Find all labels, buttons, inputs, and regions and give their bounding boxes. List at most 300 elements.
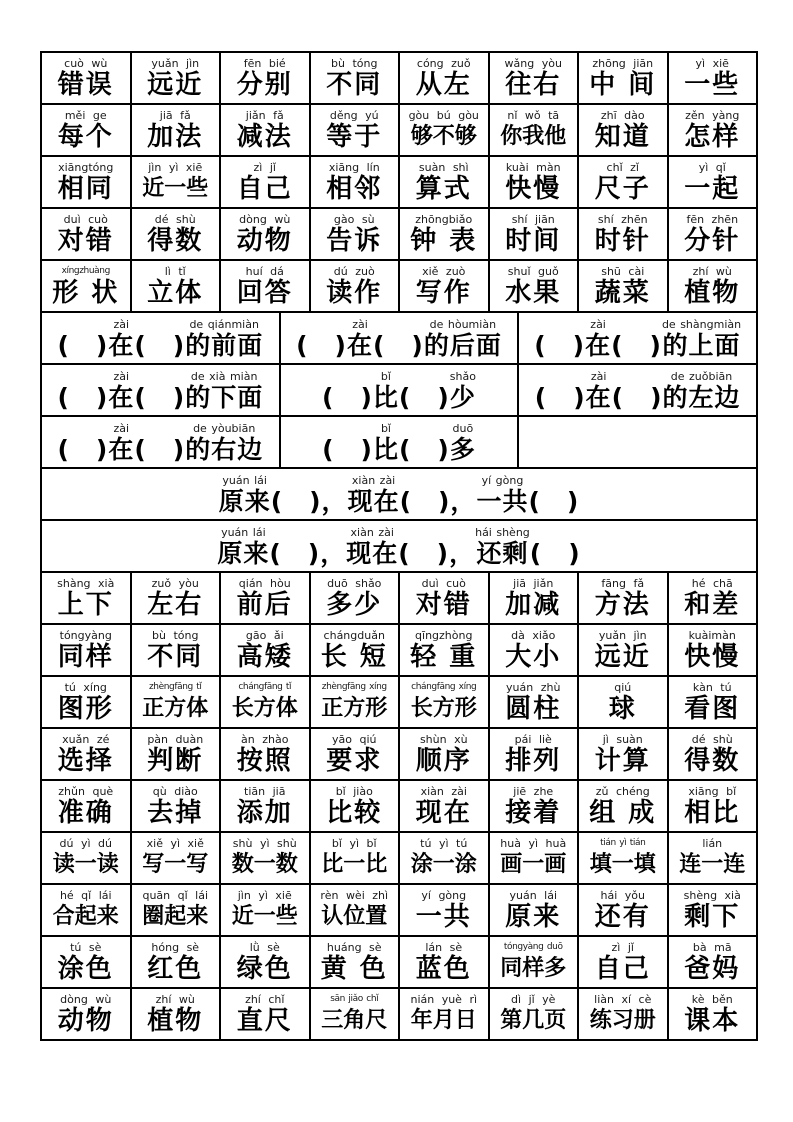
- pinyin-label: dòng wù: [60, 992, 112, 1006]
- word-card: [42, 729, 132, 781]
- hanzi-text: 得数: [147, 225, 204, 256]
- word-card: [132, 157, 222, 209]
- pinyin-label: de yòubiān: [193, 422, 256, 435]
- word-card: [669, 989, 759, 1041]
- pinyin-label: qīngzhòng: [415, 628, 473, 642]
- pinyin-label: zhí wù: [692, 264, 732, 278]
- pinyin-label: chángfāng tǐ: [238, 681, 292, 692]
- pinyin-label: quān qǐ lái: [142, 888, 209, 902]
- pinyin-label: yí gòng: [421, 888, 467, 902]
- pinyin-label: zuǒ yòu: [151, 576, 199, 590]
- phrase-segment: [450, 422, 476, 464]
- word-card: [669, 833, 759, 885]
- hanzi-text: 不同: [326, 69, 383, 100]
- hanzi-text: 轻 重: [410, 641, 478, 672]
- hanzi-text: 课本: [684, 1005, 741, 1036]
- pinyin-label: pái liè: [514, 732, 552, 746]
- hanzi-text: 一些: [684, 69, 741, 100]
- word-card: [221, 53, 311, 105]
- table-row: [42, 105, 758, 157]
- word-card: [579, 573, 669, 625]
- hanzi-text: 球: [608, 693, 637, 724]
- word-card: [42, 53, 132, 105]
- pinyin-label: dé shù: [154, 212, 196, 226]
- word-card: [132, 261, 222, 313]
- hanzi-text: 对错: [57, 225, 114, 256]
- pinyin-label: zhōng jiān: [592, 56, 654, 70]
- phrase-segment: [134, 370, 185, 412]
- table-row: [42, 729, 758, 781]
- phrase-segment: [612, 370, 663, 412]
- hanzi-text: 错误: [57, 69, 114, 100]
- word-card: [669, 937, 759, 989]
- word-card: [669, 261, 759, 313]
- phrase-segment: [373, 318, 424, 360]
- pinyin-label: yì qǐ: [698, 160, 726, 174]
- phrase-segment: [185, 422, 263, 464]
- hanzi-text: 计算: [594, 745, 651, 776]
- pinyin-label: àn zhào: [241, 732, 289, 746]
- word-card: [311, 157, 401, 209]
- pinyin-label: sān jiǎo chǐ: [330, 993, 379, 1004]
- phrase-segment: [57, 422, 108, 464]
- word-card: [490, 261, 580, 313]
- pinyin-label: bǐ yì bǐ: [331, 836, 377, 850]
- word-card: [221, 105, 311, 157]
- hanzi-text: 准确: [57, 797, 114, 828]
- hanzi-text: 在: [585, 383, 612, 412]
- hanzi-text: 在: [108, 435, 135, 464]
- word-card: [42, 209, 132, 261]
- hanzi-text: 时间: [505, 225, 562, 256]
- hanzi-text: 比较: [326, 797, 383, 828]
- word-card: [400, 833, 490, 885]
- word-card: [42, 885, 132, 937]
- hanzi-text: 比一比: [321, 851, 388, 877]
- hanzi-text: 直尺: [236, 1005, 293, 1036]
- pinyin-label: tú yì tú: [420, 836, 468, 850]
- hanzi-text: ( ): [398, 435, 450, 464]
- word-card: [579, 989, 669, 1041]
- pinyin-label: zhèngfāng xíng: [321, 681, 387, 692]
- hanzi-text: 回答: [236, 277, 293, 308]
- hanzi-text: 不同: [147, 641, 204, 672]
- hanzi-text: 黄 色: [320, 953, 388, 984]
- pinyin-label: shí zhēn: [597, 212, 648, 226]
- word-card: [490, 885, 580, 937]
- pinyin-label: xiě zuò: [422, 264, 466, 278]
- hanzi-text: 合起来: [52, 903, 119, 929]
- pinyin-label: lián: [702, 836, 723, 850]
- pinyin-label: bù tóng: [331, 56, 378, 70]
- phrase-segment: [346, 526, 398, 568]
- word-card: [490, 729, 580, 781]
- table-row: [42, 157, 758, 209]
- table-row: [42, 833, 758, 885]
- pinyin-label: fēn zhēn: [686, 212, 739, 226]
- word-card: [669, 625, 759, 677]
- table-row: [42, 885, 758, 937]
- hanzi-text: 图形: [57, 693, 114, 724]
- word-card: [579, 53, 669, 105]
- hanzi-text: 圆柱: [505, 693, 562, 724]
- pinyin-label: tú xíng: [64, 680, 107, 694]
- pinyin-label: bǐ: [380, 370, 391, 383]
- pinyin-label: shù yì shù: [232, 836, 297, 850]
- word-card: [132, 209, 222, 261]
- word-card: [221, 209, 311, 261]
- phrase-card: [42, 365, 281, 417]
- word-card: [42, 261, 132, 313]
- word-card: [311, 781, 401, 833]
- word-card: [221, 885, 311, 937]
- hanzi-text: 排列: [505, 745, 562, 776]
- hanzi-text: 上下: [57, 589, 114, 620]
- hanzi-text: ( ): [611, 383, 663, 412]
- pinyin-label: zài: [590, 318, 606, 331]
- word-card: [311, 209, 401, 261]
- pinyin-label: jìn yì xiē: [237, 888, 292, 902]
- hanzi-text: 比: [372, 435, 399, 464]
- pinyin-label: tiān jiā: [244, 784, 286, 798]
- pinyin-label: dà xiǎo: [511, 628, 556, 642]
- phrase-segment: [373, 370, 399, 412]
- pinyin-label: duō: [452, 422, 474, 435]
- pinyin-label: gòu bú gòu: [408, 108, 479, 122]
- pinyin-label: jìn yì xiē: [148, 160, 203, 174]
- pinyin-label: xiàn zài: [351, 474, 396, 487]
- table-row: [42, 677, 758, 729]
- hanzi-text: 动物: [236, 225, 293, 256]
- hanzi-text: 添加: [236, 797, 293, 828]
- pinyin-label: gào sù: [333, 212, 375, 226]
- hanzi-text: 画一画: [500, 851, 567, 877]
- pinyin-label: jiā fǎ: [159, 108, 191, 122]
- hanzi-text: 远近: [147, 69, 204, 100]
- hanzi-text: 第几页: [500, 1007, 567, 1033]
- phrase-segment: [322, 370, 373, 412]
- hanzi-text: 相同: [57, 173, 114, 204]
- pinyin-label: chángfāng xíng: [411, 681, 477, 692]
- hanzi-text: 剩下: [684, 901, 741, 932]
- phrase-card: [281, 417, 520, 469]
- phrase-segment: [528, 474, 579, 516]
- hanzi-text: 分针: [684, 225, 741, 256]
- phrase-segment: [534, 318, 585, 360]
- hanzi-text: 够不够: [410, 123, 477, 149]
- hanzi-text: 减法: [236, 121, 293, 152]
- word-card: [579, 105, 669, 157]
- hanzi-text: 知道: [594, 121, 651, 152]
- phrase-segment: [57, 370, 108, 412]
- word-card: [132, 677, 222, 729]
- hanzi-text: ( ): [134, 435, 186, 464]
- word-card: [132, 729, 222, 781]
- word-card: [579, 833, 669, 885]
- word-card: [400, 937, 490, 989]
- pinyin-label: xiāng lín: [328, 160, 380, 174]
- table-row: [42, 365, 758, 417]
- pinyin-label: xiāng bǐ: [688, 784, 737, 798]
- pinyin-label: cóng zuǒ: [416, 56, 471, 70]
- hanzi-text: 的上面: [662, 331, 741, 360]
- word-card: [400, 625, 490, 677]
- word-card: [42, 833, 132, 885]
- word-card: [221, 625, 311, 677]
- word-card: [311, 677, 401, 729]
- phrase-segment: [530, 526, 581, 568]
- pinyin-label: shàng xià: [57, 576, 115, 590]
- hanzi-text: ( )，: [398, 539, 476, 568]
- word-card: [579, 625, 669, 677]
- phrase-segment: [108, 370, 134, 412]
- phrase-segment: [108, 318, 134, 360]
- hanzi-text: 近一些: [142, 175, 209, 201]
- hanzi-text: ( )，: [399, 487, 477, 516]
- hanzi-text: ( ): [57, 331, 109, 360]
- hanzi-text: 在: [108, 331, 135, 360]
- pinyin-label: měi ge: [64, 108, 107, 122]
- hanzi-text: 自己: [236, 173, 293, 204]
- hanzi-text: 填一填: [589, 851, 656, 877]
- word-card: [221, 989, 311, 1041]
- hanzi-text: 现在: [346, 539, 399, 568]
- pinyin-label: kuàimàn: [688, 628, 736, 642]
- pinyin-label: yuǎn jìn: [598, 628, 647, 642]
- hanzi-text: ( )，: [270, 487, 348, 516]
- pinyin-label: zài: [113, 318, 130, 331]
- pinyin-label: wǎng yòu: [504, 56, 562, 70]
- hanzi-text: 植物: [147, 1005, 204, 1036]
- pinyin-label: yuǎn jìn: [151, 56, 200, 70]
- word-card: [669, 53, 759, 105]
- hanzi-text: 水果: [505, 277, 562, 308]
- hanzi-text: 红色: [147, 953, 204, 984]
- pinyin-label: xiě yì xiě: [146, 836, 204, 850]
- hanzi-text: 怎样: [684, 121, 741, 152]
- pinyin-label: děng yú: [329, 108, 379, 122]
- pinyin-label: lì tǐ: [164, 264, 186, 278]
- hanzi-text: 自己: [594, 953, 651, 984]
- pinyin-label: rèn wèi zhì: [320, 888, 389, 902]
- pinyin-label: tú sè: [70, 940, 102, 954]
- phrase-segment: [535, 370, 586, 412]
- hanzi-text: 原来: [217, 539, 270, 568]
- hanzi-text: ( ): [398, 383, 450, 412]
- hanzi-text: 写作: [415, 277, 472, 308]
- phrase-card: [519, 365, 758, 417]
- pinyin-label: xiàn zài: [420, 784, 467, 798]
- pinyin-label: yì xiē: [695, 56, 729, 70]
- pinyin-label: shǎo: [449, 370, 476, 383]
- hanzi-text: 的左边: [662, 383, 741, 412]
- pinyin-label: hái yǒu: [600, 888, 645, 902]
- pinyin-label: hái shèng: [475, 526, 530, 539]
- word-card: [132, 105, 222, 157]
- table-row: [42, 625, 758, 677]
- hanzi-text: 的前面: [185, 331, 264, 360]
- word-card: [669, 729, 759, 781]
- hanzi-text: 长 短: [320, 641, 388, 672]
- pinyin-label: nián yuè rì: [410, 992, 478, 1006]
- table-row: [42, 469, 758, 521]
- word-card: [400, 209, 490, 261]
- pinyin-label: pàn duàn: [147, 732, 204, 746]
- hanzi-text: 要求: [326, 745, 383, 776]
- pinyin-label: de hòumiàn: [429, 318, 497, 331]
- word-card: [132, 833, 222, 885]
- pinyin-label: suàn shì: [418, 160, 469, 174]
- pinyin-label: dì jǐ yè: [511, 992, 556, 1006]
- hanzi-text: ( ): [322, 435, 373, 464]
- hanzi-text: 中 间: [589, 69, 657, 100]
- phrase-segment: [185, 318, 263, 360]
- word-card: [669, 209, 759, 261]
- word-card: [490, 781, 580, 833]
- word-card: [311, 105, 401, 157]
- pinyin-label: shùn xù: [419, 732, 468, 746]
- hanzi-text: 顺序: [415, 745, 472, 776]
- hanzi-text: 从左: [415, 69, 472, 100]
- pinyin-label: zì jǐ: [253, 160, 276, 174]
- pinyin-label: tián yì tián: [600, 837, 646, 848]
- hanzi-text: 时针: [594, 225, 651, 256]
- pinyin-label: qù diào: [152, 784, 198, 798]
- pinyin-label: zì jǐ: [611, 940, 634, 954]
- hanzi-text: 加减: [505, 589, 562, 620]
- pinyin-label: tóngyàng duō: [503, 941, 563, 952]
- hanzi-text: 还有: [594, 901, 651, 932]
- phrase-segment: [450, 370, 476, 412]
- hanzi-text: 多少: [326, 589, 383, 620]
- word-card: [221, 677, 311, 729]
- pinyin-label: bù tóng: [152, 628, 199, 642]
- word-card: [490, 53, 580, 105]
- hanzi-text: 的下面: [185, 383, 264, 412]
- hanzi-text: ( ): [534, 331, 586, 360]
- phrase-segment: [373, 422, 399, 464]
- pinyin-label: zhǔn què: [58, 784, 114, 798]
- pinyin-label: xuǎn zé: [62, 732, 110, 746]
- pinyin-label: yuán lái: [221, 526, 266, 539]
- pinyin-label: huí dá: [245, 264, 284, 278]
- word-card: [221, 261, 311, 313]
- hanzi-text: 少: [449, 383, 476, 412]
- word-card: [311, 989, 401, 1041]
- hanzi-text: 一起: [684, 173, 741, 204]
- word-card: [579, 677, 669, 729]
- hanzi-text: 得数: [684, 745, 741, 776]
- pinyin-label: zài: [113, 370, 130, 383]
- word-card: [579, 209, 669, 261]
- pinyin-label: jiǎn fǎ: [245, 108, 284, 122]
- hanzi-text: 连一连: [679, 851, 746, 877]
- word-card: [132, 885, 222, 937]
- phrase-segment: [219, 474, 271, 516]
- hanzi-text: 蓝色: [415, 953, 472, 984]
- hanzi-text: 涂一涂: [410, 851, 477, 877]
- phrase-segment: [108, 422, 134, 464]
- hanzi-text: 写一写: [142, 851, 209, 877]
- phrase-segment: [322, 422, 373, 464]
- word-card: [311, 53, 401, 105]
- hanzi-text: 绿色: [236, 953, 293, 984]
- hanzi-text: 左右: [147, 589, 204, 620]
- hanzi-text: 选择: [57, 745, 114, 776]
- hanzi-text: ( ): [296, 331, 347, 360]
- word-card: [311, 729, 401, 781]
- phrase-segment: [269, 526, 346, 568]
- pinyin-label: xíngzhuàng: [61, 265, 110, 276]
- pinyin-label: zěn yàng: [685, 108, 740, 122]
- hanzi-text: 现在: [415, 797, 472, 828]
- word-card: [42, 573, 132, 625]
- hanzi-text: 尺子: [594, 173, 651, 204]
- hanzi-text: ( ): [529, 539, 581, 568]
- hanzi-text: ( ): [611, 331, 662, 360]
- pinyin-label: zhī dào: [600, 108, 645, 122]
- pinyin-label: dú yì dú: [59, 836, 112, 850]
- hanzi-text: 判断: [147, 745, 204, 776]
- hanzi-text: 多: [449, 435, 476, 464]
- phrase-segment: [134, 318, 185, 360]
- phrase-segment: [57, 318, 108, 360]
- word-card: [132, 989, 222, 1041]
- pinyin-label: yuán lái: [222, 474, 267, 487]
- word-card: [42, 625, 132, 677]
- word-card: [400, 885, 490, 937]
- hanzi-text: 读一读: [52, 851, 119, 877]
- phrase-segment: [585, 318, 611, 360]
- word-card: [311, 625, 401, 677]
- pinyin-label: zhí wù: [155, 992, 195, 1006]
- table-row: [42, 573, 758, 625]
- vocab-table: [40, 51, 758, 1041]
- phrase-segment: [217, 526, 269, 568]
- word-card: [311, 261, 401, 313]
- hanzi-text: 大小: [505, 641, 562, 672]
- table-row: [42, 261, 758, 313]
- pinyin-label: zǔ chéng: [595, 784, 650, 798]
- word-card: [400, 53, 490, 105]
- pinyin-label: de qiánmiàn: [189, 318, 259, 331]
- phrase-segment: [475, 526, 530, 568]
- hanzi-text: 算式: [415, 173, 472, 204]
- word-card: [400, 105, 490, 157]
- word-card: [669, 677, 759, 729]
- word-card: [221, 573, 311, 625]
- hanzi-text: 加法: [147, 121, 204, 152]
- hanzi-text: 接着: [505, 797, 562, 828]
- pinyin-label: huà yì huà: [500, 836, 567, 850]
- hanzi-text: 告诉: [326, 225, 383, 256]
- word-card: [221, 157, 311, 209]
- hanzi-text: 的右边: [185, 435, 264, 464]
- pinyin-label: de shàngmiàn: [661, 318, 742, 331]
- word-card: [669, 781, 759, 833]
- table-row: [42, 989, 758, 1041]
- hanzi-text: ( ): [57, 383, 109, 412]
- table-row: [42, 209, 758, 261]
- table-row: [42, 521, 758, 573]
- pinyin-label: jiē zhe: [513, 784, 554, 798]
- word-card: [490, 989, 580, 1041]
- word-card: [579, 781, 669, 833]
- pinyin-label: de zuǒbiān: [670, 370, 733, 383]
- pinyin-label: zhèngfāng tǐ: [148, 681, 202, 692]
- phrase-card: [42, 417, 281, 469]
- word-card: [311, 573, 401, 625]
